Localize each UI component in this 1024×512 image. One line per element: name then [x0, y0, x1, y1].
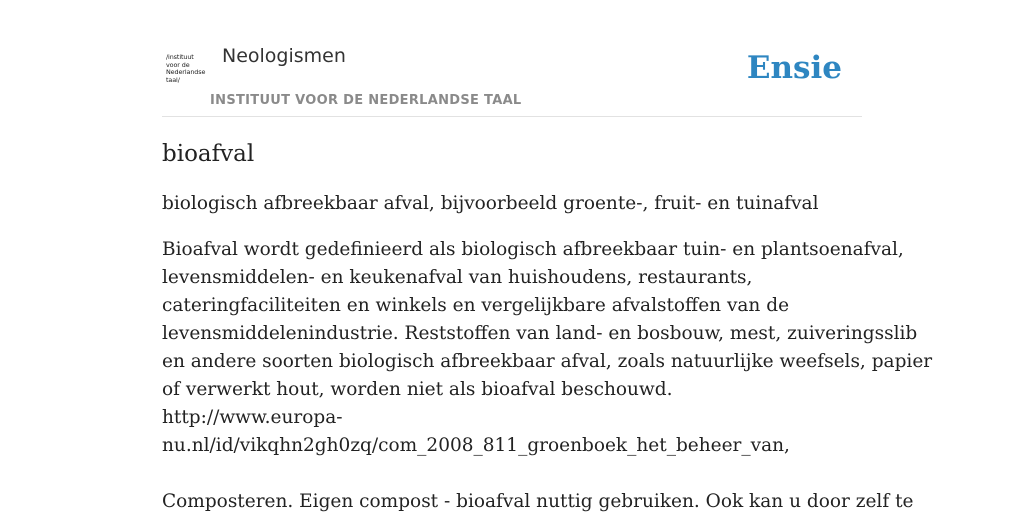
example-line: en andere soorten biologisch afbreekbaar afval, zoals natuurlijke weefsels, papier — [162, 351, 933, 372]
logo-line: taal/ — [166, 75, 180, 84]
entry-definition: biologisch afbreekbaar afval, bijvoorbeeld groente-, fruit- en tuinafval — [162, 193, 819, 214]
site-name[interactable]: Neologismen — [222, 45, 346, 67]
example-line: Bioafval wordt gedefinieerd als biologisch afbreekbaar tuin- en plantsoenafval, — [162, 239, 904, 260]
entry-example — [162, 236, 933, 512]
organization-name: INSTITUUT VOOR DE NEDERLANDSE TAAL — [210, 93, 522, 108]
logo-line: voor de — [166, 60, 190, 69]
site-header — [162, 0, 862, 117]
example-line: of verwerkt hout, worden niet als bioafval beschouwd. — [162, 379, 673, 400]
logo-line: /instituut — [166, 53, 194, 61]
example-line: levensmiddelenindustrie. Reststoffen van land- en bosbouw, mest, zuiveringsslib — [162, 323, 918, 344]
example-line: Composteren. Eigen compost - bioafval nuttig gebruiken. Ook kan u door zelf te — [162, 491, 914, 512]
source-link-line: nu.nl/id/vikqhn2gh0zq/com_2008_811_groenboek_het_beheer_van, — [162, 435, 790, 456]
example-line: levensmiddelen- en keukenafval van huishoudens, restaurants, — [162, 267, 753, 288]
institute-logo[interactable] — [166, 54, 208, 90]
entry-content — [162, 138, 933, 512]
blank-line — [162, 460, 862, 488]
example-line: cateringfaciliteiten en winkels en vergelijkbare afvalstoffen van de — [162, 295, 790, 316]
logo-line: Nederlandse — [166, 68, 206, 77]
ensie-brand-logo[interactable]: Ensie — [746, 50, 842, 86]
entry-term: bioafval — [162, 141, 255, 167]
source-link-line: http://www.europa- — [162, 407, 343, 428]
